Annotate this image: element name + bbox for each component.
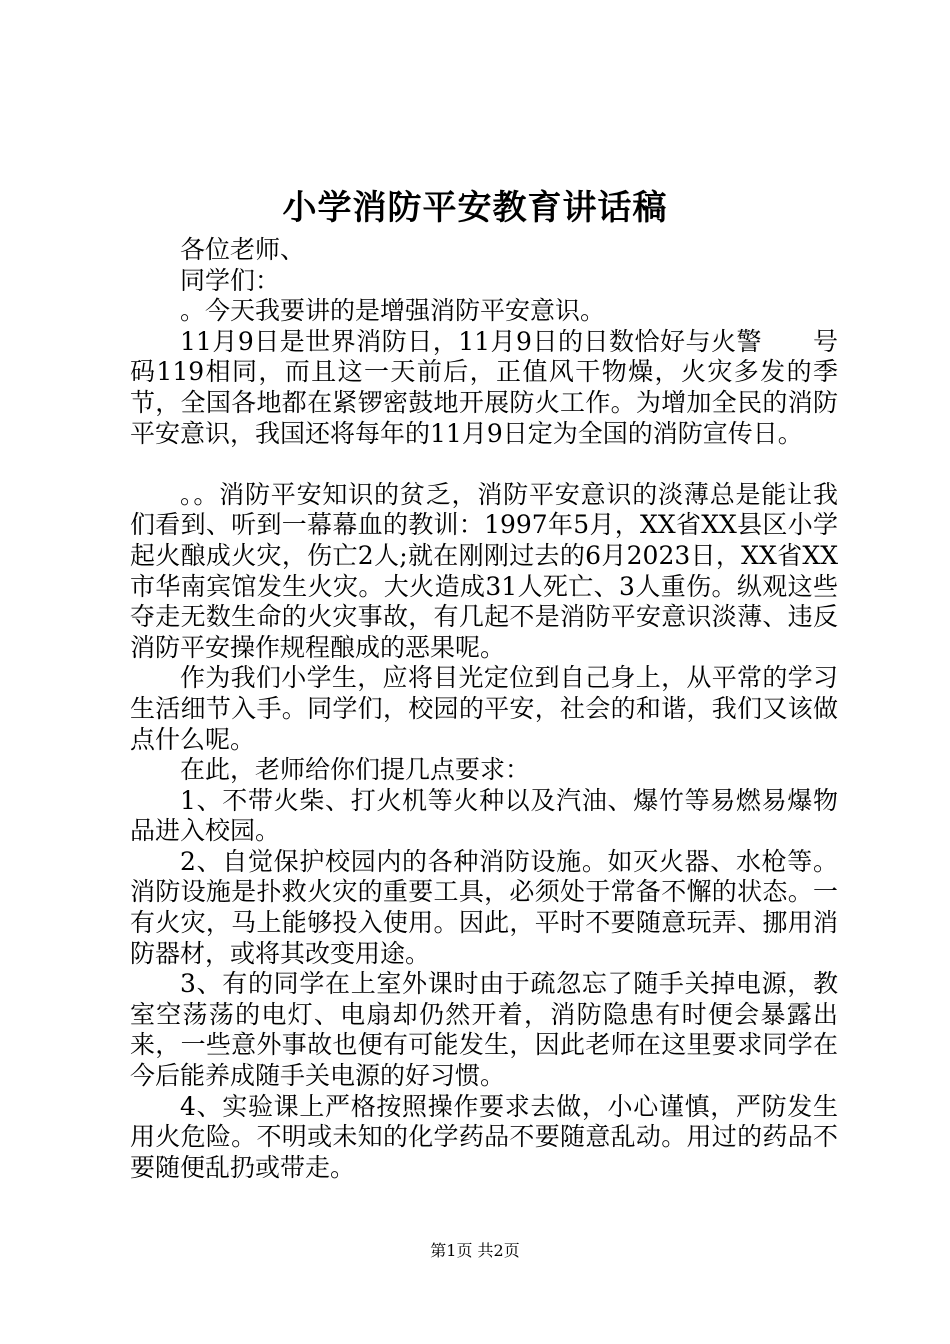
paragraph-requirement-4: 4、实验课上严格按照操作要求去做，小心谨慎，严防发生用火危险。不明或未知的化学药品不要随意乱动。用过的药品不要随便乱扔或带走。 xyxy=(130,1091,838,1182)
paragraph-greeting-students: 同学们： xyxy=(180,265,281,295)
paragraph-requirements-intro: 在此，老师给你们提几点要求： xyxy=(180,755,531,785)
paragraph-requirement-3: 3、有的同学在上室外课时由于疏忽忘了随手关掉电源，教室空荡荡的电灯、电扇却仍然开着，消防隐患有时便会暴露出来，一些意外事故也便有可能发生，因此老师在这里要求同学在今后能养成随手关电源的好习惯。 xyxy=(130,969,838,1091)
paragraph-blank xyxy=(130,449,838,480)
paragraph-greeting-teachers: 各位老师、 xyxy=(180,235,306,264)
paragraph-topic: 。今天我要讲的是增强消防平安意识。 xyxy=(180,296,606,326)
document-title: 小学消防平安教育讲话稿 xyxy=(282,188,668,228)
paragraph-lessons: 。。消防平安知识的贫乏，消防平安意识的淡薄总是能让我们看到、听到一幕幕血的教训：1997年5月，XX省XX县区小学起火酿成火灾，伤亡2人;就在刚刚过去的6月2023日，XX省XX市华南宾馆发生火灾。大火造成31人死亡、3人重伤。纵观这些夺走无数生命的火灾事故，有几起不是消防平安意识淡薄、违反消防平安操作规程酿成的恶果呢。 xyxy=(130,479,838,662)
paragraph-requirement-2: 2、自觉保护校园内的各种消防设施。如灭火器、水枪等。消防设施是扑救火灾的重要工具，必须处于常备不懈的状态。一有火灾，马上能够投入使用。因此，平时不要随意玩弄、挪用消防器材，或将其改变用途。 xyxy=(130,846,838,968)
paragraph-fire-day: 11月9日是世界消防日，11月9日的日数恰好与火警 号码119相同，而且这一天前后，正值风干物燥，火灾多发的季节，全国各地都在紧锣密鼓地开展防火工作。为增加全民的消防平安意识，我国还将每年的11月9日定为全国的消防宣传日。 xyxy=(130,326,838,448)
document-body xyxy=(130,235,838,1183)
paragraph-students-role: 作为我们小学生，应将目光定位到自己身上，从平常的学习生活细节入手。同学们，校园的平安，社会的和谐，我们又该做点什么呢。 xyxy=(130,663,838,754)
paragraph-requirement-1: 1、不带火柴、打火机等火种以及汽油、爆竹等易燃易爆物品进入校园。 xyxy=(130,785,838,846)
page-number-footer: 第1页 共2页 xyxy=(430,1241,520,1260)
